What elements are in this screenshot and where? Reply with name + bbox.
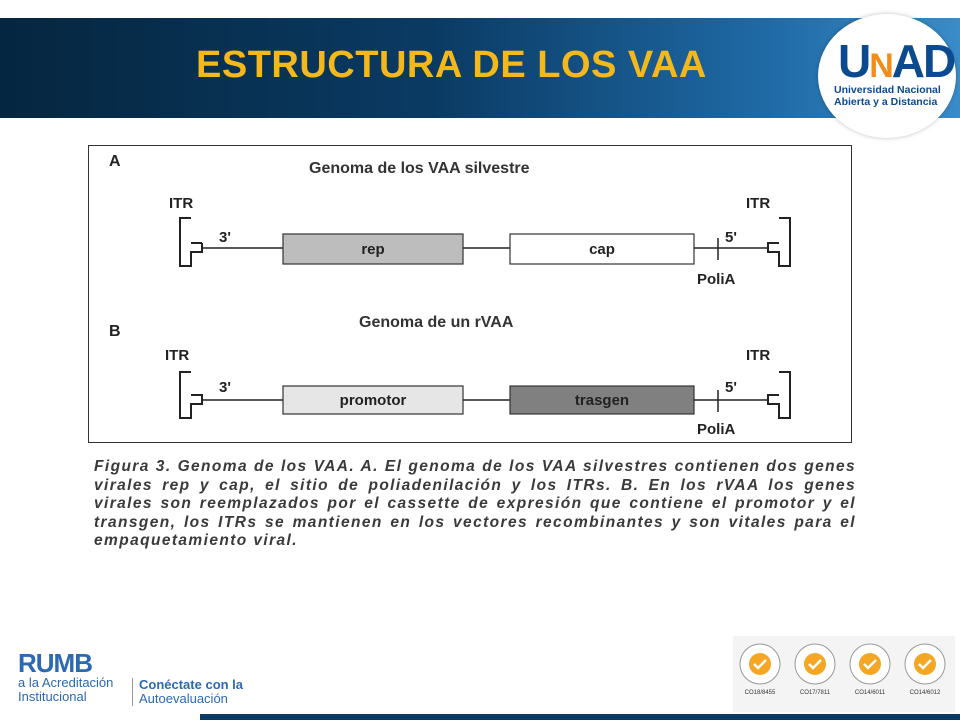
- panel-b-itr-right: ITR: [746, 347, 771, 364]
- panel-a-itr-left-shape: [180, 218, 202, 266]
- panel-a-title: Genoma de los VAA silvestre: [309, 160, 530, 177]
- rumb-logo: RUMB: [18, 648, 92, 678]
- genome-figure: [88, 145, 852, 443]
- panel-a-end5: 5': [725, 229, 737, 246]
- panel-b-itr-right-shape: [768, 372, 790, 418]
- panel-b-polia: PoliA: [697, 421, 736, 438]
- rumb-line2: Institucional: [18, 689, 87, 704]
- rumb-line1: a la Acreditación: [18, 675, 114, 690]
- panel-a-itr-right: ITR: [746, 195, 771, 212]
- cert-code-3: CO14/6011: [854, 690, 886, 696]
- unad-logo-line2: Abierta y a Distancia: [834, 96, 938, 108]
- panel-a-gene1: rep: [361, 241, 385, 258]
- panel-a-polia: PoliA: [697, 271, 736, 288]
- conectate-line2: Autoevaluación: [139, 691, 228, 706]
- panel-b-title: Genoma de un rVAA: [359, 314, 514, 331]
- cert-code-2: CO17/7811: [799, 690, 831, 696]
- cert-code-4: CO14/6012: [909, 690, 941, 696]
- panel-b-end3: 3': [219, 379, 231, 396]
- seal-icon: [740, 644, 780, 684]
- sgs-seals: [733, 636, 955, 712]
- seal-icon: [905, 644, 945, 684]
- panel-b-end5: 5': [725, 379, 737, 396]
- figure-caption: Figura 3. Genoma de los VAA. A. El genoma de los VAA silvestres contienen dos genes virales rep y cap, el sitio de poliadenilación y los ITRs. B. En los rVAA los genes virales son reemplazados por el cassette de expresión que contiene el promotor y el transgen, los ITRs se mantienen en los vectores recombinantes y son vitales para el empaquetamiento viral.: [94, 458, 856, 549]
- panel-a-gene2: cap: [589, 241, 615, 258]
- seal-icon: [795, 644, 835, 684]
- page-title: ESTRUCTURA DE LOS VAA: [196, 44, 707, 86]
- certification-seals: [733, 636, 955, 712]
- panel-a-itr-right-shape: [768, 218, 790, 266]
- rumb-subtitle: [18, 676, 113, 704]
- panel-b-itr-left-shape: [180, 372, 202, 418]
- cert-code-1: CO18/8455: [744, 690, 776, 696]
- bottom-strip: [200, 714, 960, 720]
- unad-logo-subtitle: [834, 84, 941, 108]
- panel-a-letter: A: [109, 153, 121, 170]
- unad-logo-line1: Universidad Nacional: [834, 84, 941, 96]
- panel-b-itr-left: ITR: [165, 347, 190, 364]
- conectate-text: [132, 678, 243, 706]
- genome-diagram: [89, 146, 851, 442]
- panel-b-gene2: trasgen: [574, 392, 630, 409]
- panel-b-gene1: promotor: [339, 392, 407, 409]
- unad-logo: UNAD: [838, 35, 955, 87]
- conectate-line1: Conéctate con la: [139, 677, 244, 692]
- header-top-strip: [0, 0, 960, 18]
- panel-a-end3: 3': [219, 229, 231, 246]
- panel-a-itr-left: ITR: [169, 195, 194, 212]
- seal-icon: [850, 644, 890, 684]
- panel-b-letter: B: [109, 323, 121, 340]
